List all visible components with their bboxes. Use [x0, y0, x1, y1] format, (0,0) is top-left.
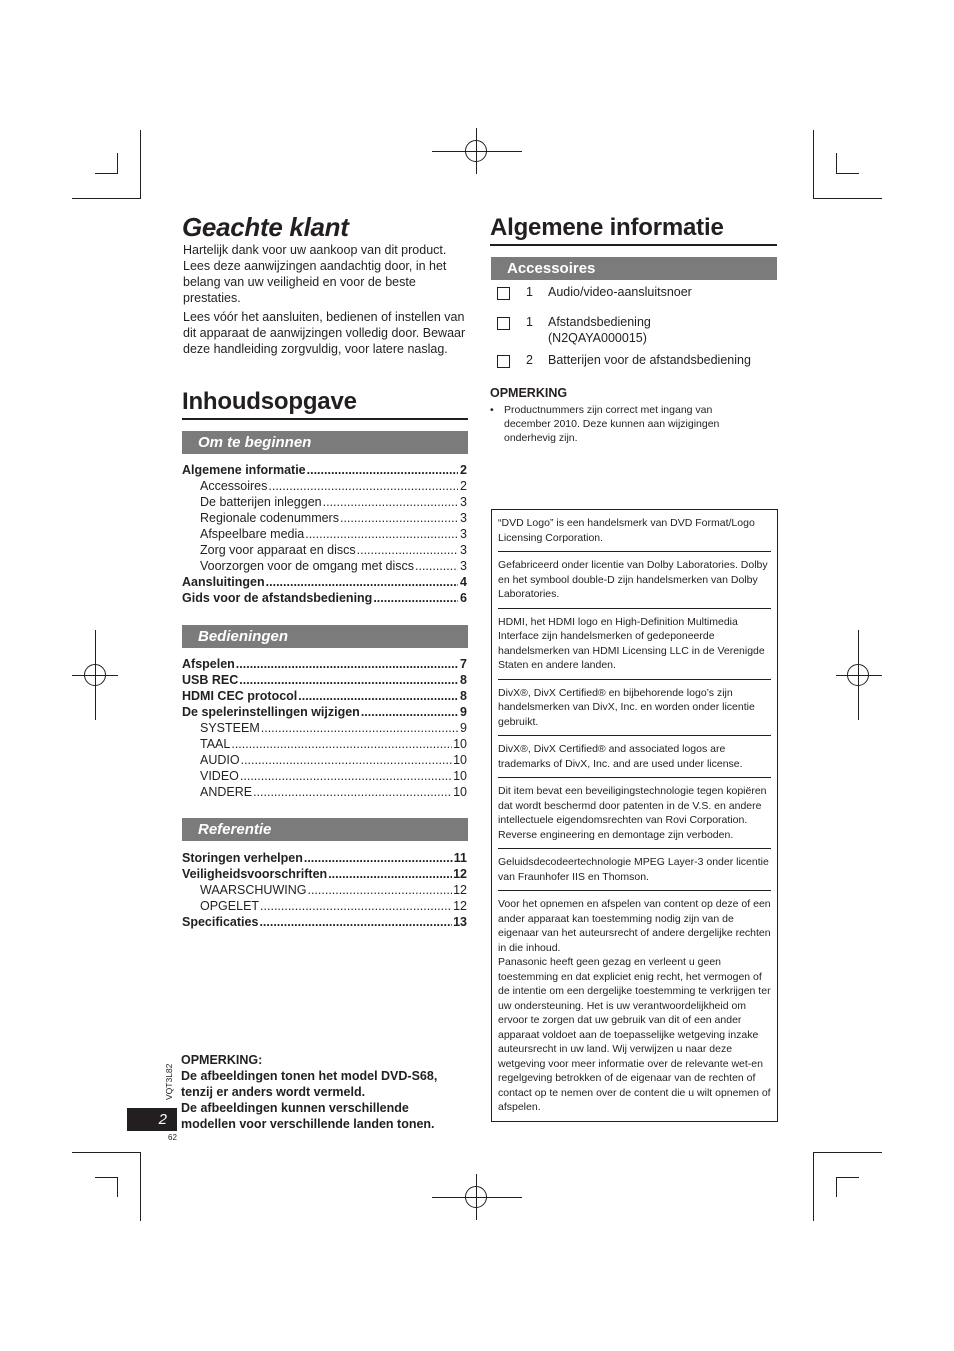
- accessory-qty: 1: [526, 285, 533, 299]
- legal-box: [491, 509, 778, 1122]
- legal-item-dvd: “DVD Logo” is een handelsmerk van DVD Format/Logo Licensing Corporation.: [498, 514, 771, 552]
- toc-entry: [182, 558, 467, 574]
- toc-entry-label: Zorg voor apparaat en discs: [200, 543, 356, 557]
- bottom-note: [181, 1052, 466, 1132]
- toc-leader-dots: [241, 752, 453, 768]
- toc-list-bedieningen: [182, 656, 467, 800]
- registration-mark-right-circle: [847, 664, 869, 686]
- checkbox-icon: [497, 287, 510, 300]
- toc-entry: [182, 688, 467, 704]
- toc-entry-label: VIDEO: [200, 769, 239, 783]
- toc-entry-page: 12: [453, 899, 467, 913]
- toc-entry-label: SYSTEEM: [200, 721, 260, 735]
- toc-entry: [182, 768, 467, 784]
- toc-leader-dots: [231, 736, 452, 752]
- toc-entry: [182, 526, 467, 542]
- greeting-title: Geachte klant: [182, 212, 349, 242]
- toc-entry-label: AUDIO: [200, 753, 240, 767]
- toc-leader-dots: [323, 494, 458, 510]
- toc-entry-page: 8: [460, 673, 467, 687]
- toc-leader-dots: [239, 672, 458, 688]
- toc-leader-dots: [266, 574, 458, 590]
- toc-entry: [182, 704, 467, 720]
- small-page-code: 62: [168, 1133, 177, 1142]
- toc-entry-label: Regionale codenummers: [200, 511, 339, 525]
- toc-entry: [182, 752, 467, 768]
- registration-mark-bottom-circle: [465, 1186, 487, 1208]
- toc-entry: [182, 720, 467, 736]
- accessory-qty: 1: [526, 315, 533, 329]
- toc-entry: [182, 914, 467, 930]
- toc-entry: [182, 898, 467, 914]
- crop-mark-bl-h: [72, 1152, 141, 1153]
- toc-entry-page: 10: [453, 737, 467, 751]
- accessory-text: Batterijen voor de afstandsbediening: [548, 353, 751, 367]
- toc-entry-label: OPGELET: [200, 899, 260, 913]
- note-title: OPMERKING: [490, 386, 568, 400]
- toc-entry-page: 2: [460, 479, 467, 493]
- crop-mark-br-v: [813, 1152, 814, 1221]
- toc-leader-dots: [415, 558, 458, 574]
- crop-mark-tl-h2: [95, 173, 118, 174]
- toc-leader-dots: [340, 510, 458, 526]
- crop-mark-tr-v2: [836, 153, 837, 173]
- toc-entry: [182, 478, 467, 494]
- toc-title: Inhoudsopgave: [182, 388, 468, 420]
- legal-item-divx-nl: DivX®, DivX Certified® en bijbehorende logo’s zijn handelsmerken van DivX, Inc. en worden onder licentie gebruikt.: [498, 684, 771, 737]
- toc-leader-dots: [304, 850, 453, 866]
- checkbox-icon: [497, 317, 510, 330]
- toc-leader-dots: [236, 656, 458, 672]
- accessory-qty: 2: [526, 353, 533, 367]
- toc-leader-dots: [373, 590, 458, 606]
- toc-entry-label: Gids voor de afstandsbediening: [182, 591, 373, 605]
- toc-entry-page: 10: [453, 785, 467, 799]
- toc-entry-page: 2: [460, 463, 467, 477]
- toc-entry-page: 4: [460, 575, 467, 589]
- toc-entry-page: 3: [460, 511, 467, 525]
- toc-entry-label: De batterijen inleggen: [200, 495, 322, 509]
- toc-list-referentie: [182, 850, 467, 930]
- toc-entry-label: Afspelen: [182, 657, 235, 671]
- toc-entry-page: 12: [453, 867, 467, 881]
- crop-mark-tr-v: [813, 130, 814, 199]
- toc-entry-label: Aansluitingen: [182, 575, 265, 589]
- toc-entry: [182, 494, 467, 510]
- toc-leader-dots: [268, 478, 458, 494]
- bottom-note-line: De afbeeldingen tonen het model DVD-S68,: [181, 1069, 438, 1083]
- toc-entry-label: Specificaties: [182, 915, 259, 929]
- toc-leader-dots: [253, 784, 452, 800]
- toc-entry: [182, 850, 467, 866]
- accessory-text: Afstandsbediening (N2QAYA000015): [548, 315, 651, 345]
- toc-entry-page: 10: [453, 753, 467, 767]
- section-bar-referentie: Referentie: [182, 818, 468, 841]
- greeting-paragraph: Lees vóór het aansluiten, bedienen of instellen van dit apparaat de aanwijzingen volledig door. Bewaar deze handleiding zorgvuldig, voor latere naslag.: [183, 310, 466, 356]
- toc-entry-page: 3: [460, 559, 467, 573]
- toc-entry-label: Accessoires: [200, 479, 268, 493]
- toc-entry: [182, 574, 467, 590]
- toc-leader-dots: [328, 866, 452, 882]
- toc-entry: [182, 882, 467, 898]
- crop-mark-tl-v: [140, 130, 141, 199]
- toc-entry-page: 3: [460, 495, 467, 509]
- toc-entry-label: TAAL: [200, 737, 231, 751]
- toc-leader-dots: [259, 914, 452, 930]
- toc-entry-page: 8: [460, 689, 467, 703]
- toc-entry-page: 3: [460, 543, 467, 557]
- toc-entry-label: Algemene informatie: [182, 463, 306, 477]
- legal-item-rovi: Dit item bevat een beveiligingstechnologie tegen kopiëren dat wordt beschermd door patenten in de V.S. en andere intellectuele eigendomsrechten van Rovi Corporation. Reverse engineering en demontage zijn verboden.: [498, 782, 771, 849]
- toc-entry: [182, 784, 467, 800]
- registration-mark-top-circle: [465, 140, 487, 162]
- legal-item-hdmi: HDMI, het HDMI logo en High-Definition Multimedia Interface zijn handelsmerken of gedeponeerde handelsmerken van HDMI Licensing LLC in de Verenigde Staten en andere landen.: [498, 613, 771, 680]
- accessory-item: [497, 284, 782, 300]
- toc-entry: [182, 736, 467, 752]
- toc-entry-page: 11: [453, 851, 467, 865]
- accessory-item: [497, 314, 782, 346]
- toc-list-om-te-beginnen: [182, 462, 467, 606]
- toc-entry-page: 10: [453, 769, 467, 783]
- toc-entry-label: Veiligheidsvoorschriften: [182, 867, 328, 881]
- toc-entry: [182, 656, 467, 672]
- crop-mark-br-h2: [836, 1177, 859, 1178]
- registration-mark-left-circle: [84, 664, 106, 686]
- crop-mark-br-v2: [836, 1177, 837, 1197]
- toc-entry-label: Storingen verhelpen: [182, 851, 303, 865]
- section-bar-accessoires: Accessoires: [491, 257, 777, 280]
- bottom-note-line: tenzij er anders wordt vermeld.: [181, 1085, 366, 1099]
- section-bar-om-te-beginnen: Om te beginnen: [182, 431, 468, 454]
- greeting-text: [183, 242, 468, 360]
- accessories-note: [490, 386, 745, 445]
- toc-entry: [182, 866, 467, 882]
- toc-entry-page: 13: [453, 915, 467, 929]
- toc-entry: [182, 542, 467, 558]
- accessory-text: Audio/video-aansluitsnoer: [548, 285, 692, 299]
- section-bar-bedieningen: Bedieningen: [182, 625, 468, 648]
- toc-entry-page: 12: [453, 883, 467, 897]
- bottom-note-line: modellen voor verschillende landen tonen.: [181, 1117, 435, 1131]
- legal-item-mpeg: Geluidsdecodeertechnologie MPEG Layer-3 onder licentie van Fraunhofer IIS en Thomson.: [498, 853, 771, 891]
- toc-leader-dots: [305, 526, 458, 542]
- toc-entry-label: USB REC: [182, 673, 239, 687]
- legal-item-copyright: Voor het opnemen en afspelen van content op deze of een ander apparaat kan toestemming nodig zijn van de eigenaar van het auteursrecht of andere dergelijke rechten in die inhoud. Panasonic heeft geen gezag en verleent u geen toestemming en dat expliciet enig recht, het vermogen of de intentie om een dergelijke toestemming te verkrijgen ter uw ondersteuning. Het is uw verantwoordelijkheid om ervoor te zorgen dat uw gebruik van dit of een ander apparaat voldoet aan de toepasselijke wetgeving inzake auteursrecht in uw land. Wij verwijzen u naar deze wetgeving voor meer informatie over de relevante wet-en regelgeving betrokken of de eigenaar van de rechten of contact op te nemen over de content die u wilt opnemen of afspelen.: [498, 898, 771, 1113]
- doc-code: VQT3L82: [164, 1063, 174, 1100]
- toc-entry-page: 6: [460, 591, 467, 605]
- crop-mark-tl-h: [72, 198, 141, 199]
- crop-mark-tl-v2: [117, 153, 118, 173]
- toc-entry-label: Voorzorgen voor de omgang met discs: [200, 559, 415, 573]
- toc-entry: [182, 510, 467, 526]
- toc-entry-page: 9: [460, 705, 467, 719]
- crop-mark-tr-h: [813, 198, 882, 199]
- bottom-note-title: OPMERKING:: [181, 1053, 263, 1067]
- crop-mark-bl-h2: [95, 1177, 118, 1178]
- greeting-paragraph: Hartelijk dank voor uw aankoop van dit product. Lees deze aanwijzingen aandachtig door, in het belang van uw veiligheid en voor de beste prestaties.: [183, 243, 447, 305]
- toc-entry-label: HDMI CEC protocol: [182, 689, 298, 703]
- toc-entry-page: 7: [460, 657, 467, 671]
- toc-leader-dots: [240, 768, 452, 784]
- toc-entry-page: 3: [460, 527, 467, 541]
- page-number: 2: [127, 1108, 177, 1131]
- crop-mark-bl-v: [140, 1152, 141, 1221]
- toc-entry-page: 9: [460, 721, 467, 735]
- toc-entry: [182, 672, 467, 688]
- bottom-note-line: De afbeeldingen kunnen verschillende: [181, 1101, 409, 1115]
- crop-mark-tr-h2: [836, 173, 859, 174]
- toc-entry-label: WAARSCHUWING: [200, 883, 307, 897]
- crop-mark-bl-v2: [117, 1177, 118, 1197]
- toc-leader-dots: [361, 704, 458, 720]
- crop-mark-br-h: [813, 1152, 882, 1153]
- toc-entry-label: De spelerinstellingen wijzigen: [182, 705, 360, 719]
- toc-leader-dots: [260, 898, 452, 914]
- general-info-title: Algemene informatie: [490, 214, 777, 246]
- toc-leader-dots: [307, 462, 458, 478]
- toc-entry: [182, 462, 467, 478]
- legal-item-dolby: Gefabriceerd onder licentie van Dolby Laboratories. Dolby en het symbool double-D zijn handelsmerken van Dolby Laboratories.: [498, 556, 771, 609]
- toc-entry-label: Afspeelbare media: [200, 527, 305, 541]
- note-item: • Productnummers zijn correct met ingang van december 2010. Deze kunnen aan wijzigingen onderhevig zijn.: [490, 403, 745, 445]
- toc-leader-dots: [357, 542, 458, 558]
- toc-leader-dots: [307, 882, 452, 898]
- legal-item-divx-en: DivX®, DivX Certified® and associated logos are trademarks of DivX, Inc. and are used under license.: [498, 740, 771, 778]
- accessory-item: [497, 352, 782, 368]
- toc-leader-dots: [261, 720, 458, 736]
- checkbox-icon: [497, 355, 510, 368]
- toc-entry: [182, 590, 467, 606]
- toc-entry-label: ANDERE: [200, 785, 253, 799]
- toc-leader-dots: [298, 688, 458, 704]
